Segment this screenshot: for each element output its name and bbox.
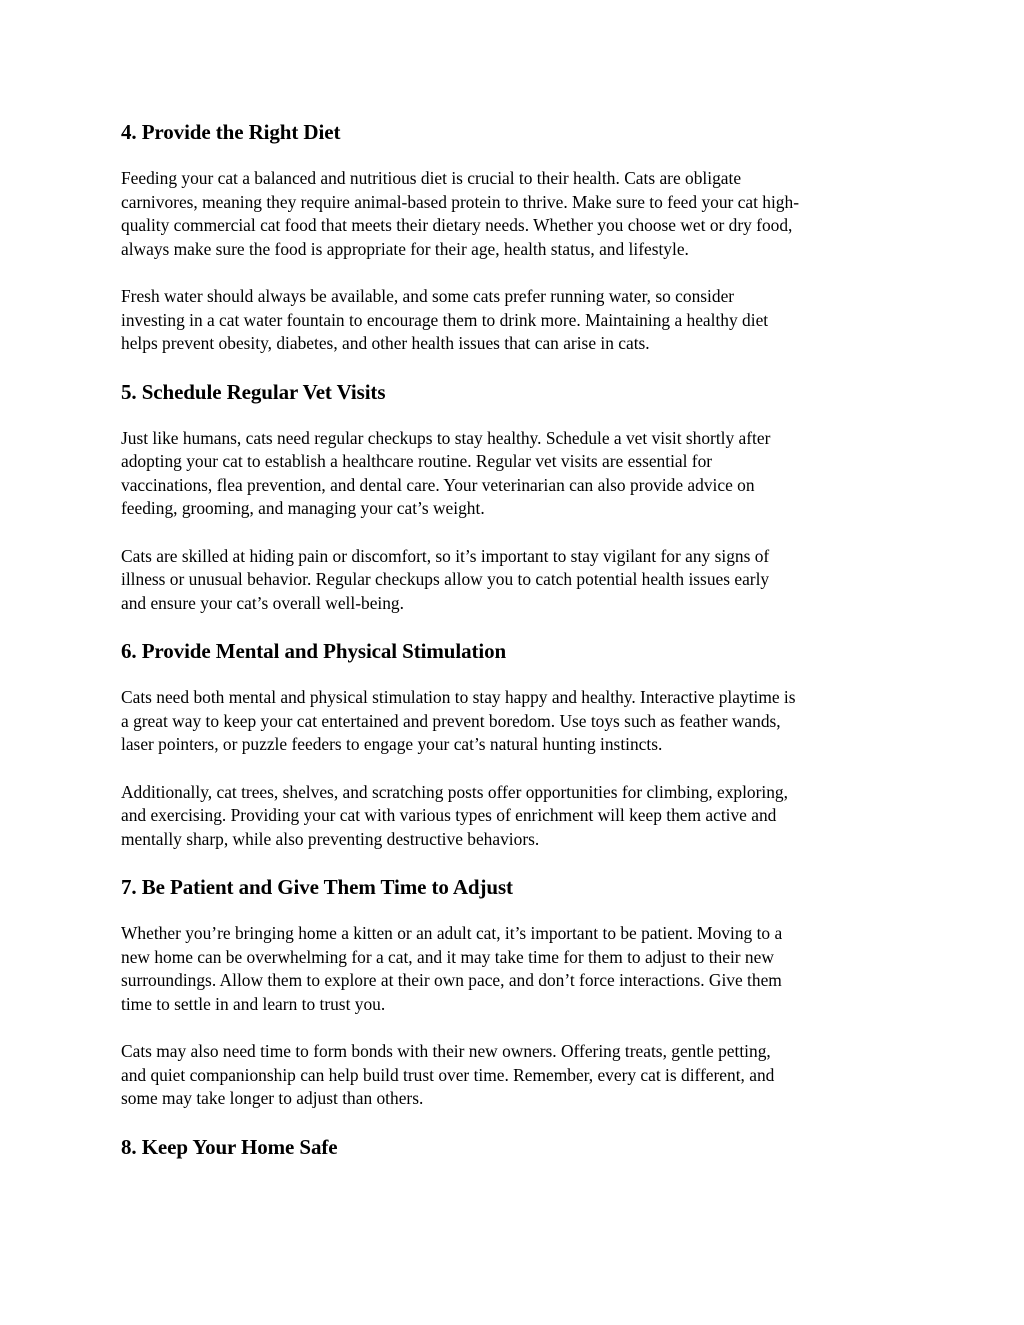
section-heading-vet-visits: 5. Schedule Regular Vet Visits bbox=[121, 379, 386, 404]
paragraph-diet-1: Feeding your cat a balanced and nutritious diet is crucial to their health. Cats are obligate carnivores, meaning they require animal-based protein to thrive. Make sure to feed your cat high- quality commercial cat food that meets their dietary needs. Whether you choose wet or dry food, always make sure the food is appropriate for their age, health status, and lifestyle. bbox=[121, 168, 799, 259]
section-heading-home-safe: 8. Keep Your Home Safe bbox=[121, 1134, 338, 1159]
section-heading-diet: 4. Provide the Right Diet bbox=[121, 120, 341, 144]
section-heading-patience: 7. Be Patient and Give Them Time to Adjust bbox=[121, 875, 513, 899]
document-page bbox=[121, 118, 911, 1161]
paragraph-vet-1: Just like humans, cats need regular checkups to stay healthy. Schedule a vet visit shortly after adopting your cat to establish a healthcare routine. Regular vet visits are essential for vaccinations, flea prevention, and dental care. Your veterinarian can also provide advice on feeding, grooming, and managing your cat’s weight. bbox=[121, 427, 771, 518]
paragraph-stimulation-1: Cats need both mental and physical stimulation to stay happy and healthy. Interactive playtime is a great way to keep your cat entertained and prevent boredom. Use toys such as feather wands, laser pointers, or puzzle feeders to engage your cat’s natural hunting instincts. bbox=[121, 687, 796, 754]
paragraph-vet-2: Cats are skilled at hiding pain or discomfort, so it’s important to stay vigilant for any signs of illness or unusual behavior. Regular checkups allow you to catch potential health issues early and ensure your cat’s overall well-being. bbox=[121, 545, 770, 613]
paragraph-diet-2: Fresh water should always be available, and some cats prefer running water, so consider investing in a cat water fountain to encourage them to drink more. Maintaining a healthy diet helps prevent obesity, diabetes, and other health issues that can arise in cats. bbox=[121, 286, 769, 353]
paragraph-patience-1: Whether you’re bringing home a kitten or an adult cat, it’s important to be patient. Moving to a new home can be overwhelming for a cat, and it may take time for them to adjust to their new surroundings. Allow them to explore at their own pace, and don’t force interactions. Give them time to settle in and learn to trust you. bbox=[121, 923, 783, 1014]
paragraph-stimulation-2: Additionally, cat trees, shelves, and scratching posts offer opportunities for climbing, exploring, and exercising. Providing your cat with various types of enrichment will keep them active and mentally sharp, while also preventing destructive behaviors. bbox=[121, 781, 788, 849]
paragraph-patience-2: Cats may also need time to form bonds with their new owners. Offering treats, gentle petting, and quiet companionship can help build trust over time. Remember, every cat is different, and some may take longer to adjust than others. bbox=[121, 1041, 775, 1108]
section-heading-stimulation: 6. Provide Mental and Physical Stimulation bbox=[121, 639, 507, 663]
